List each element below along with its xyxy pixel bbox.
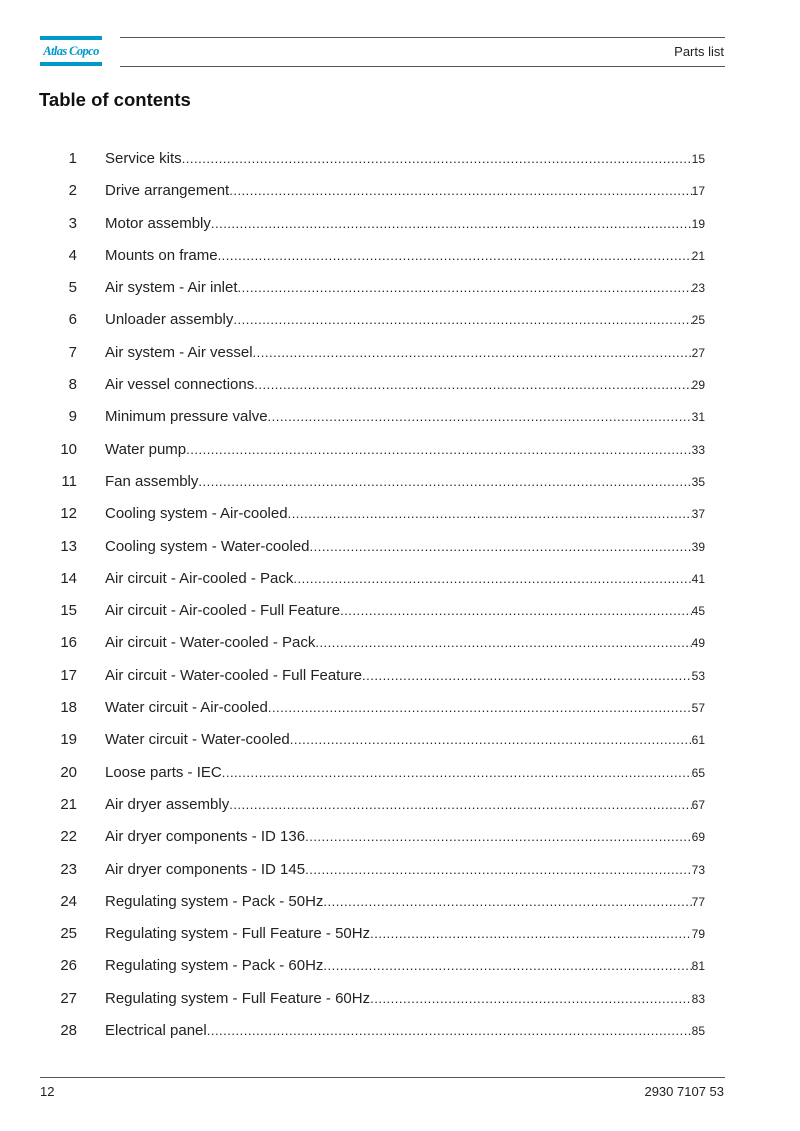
toc-entry-line [105,764,705,781]
toc-entry-title: Air dryer assembly [105,795,230,813]
toc-entry-title: Drive arrangement [105,182,230,200]
toc-entry[interactable] [40,1015,705,1047]
toc-entry-line [105,796,705,813]
toc-entry-page: 35 [691,474,705,489]
toc-entry-line [105,925,705,942]
toc-entry-title: Regulating system - Pack - 50Hz [105,892,324,910]
toc-entry-line [105,893,705,910]
toc-entry-page: 49 [691,636,705,651]
toc-entry-number: 23 [60,860,77,878]
toc-entry[interactable] [40,531,705,563]
toc-entry[interactable] [40,950,705,982]
section-title: Parts list [674,44,724,59]
atlas-copco-logo [40,36,102,66]
toc-entry-page: 81 [691,959,705,974]
toc-entry[interactable] [40,692,705,724]
toc-entry-title: Water circuit - Water-cooled [105,731,290,749]
toc-entry[interactable] [40,918,705,950]
toc-dot-leader [182,151,692,166]
toc-entry-line [105,182,705,199]
toc-dot-leader [290,732,692,747]
header-rule-bottom [120,66,725,67]
toc-entry-number: 4 [68,246,77,264]
toc-dot-leader [370,991,692,1006]
toc-entry-title: Air system - Air vessel [105,343,253,361]
toc-entry-title: Mounts on frame [105,246,218,264]
toc-entry-page: 85 [691,1024,705,1039]
toc-entry-title: Water pump [105,440,187,458]
toc-dot-leader [198,474,691,489]
toc-entry-line [105,408,705,425]
logo-bar-bottom [40,62,102,66]
toc-entry-line [105,215,705,232]
toc-entry-page: 79 [691,927,705,942]
toc-entry-page: 39 [691,539,705,554]
page-title: Table of contents [39,89,191,110]
toc-entry-title: Regulating system - Pack - 60Hz [105,957,324,975]
toc-entry-line [105,602,705,619]
toc-entry-title: Electrical panel [105,1022,207,1040]
toc-entry-title: Water circuit - Air-cooled [105,699,268,717]
toc-entry-page: 57 [691,701,705,716]
toc-dot-leader [238,280,692,295]
toc-entry-number: 7 [68,343,77,361]
toc-entry[interactable] [40,272,705,304]
toc-entry[interactable] [40,401,705,433]
toc-entry-number: 17 [60,666,77,684]
toc-dot-leader [253,345,692,360]
toc-entry-number: 10 [60,440,77,458]
toc-entry-number: 15 [60,602,77,620]
toc-entry-page: 25 [691,313,705,328]
toc-entry-line [105,828,705,845]
toc-dot-leader [305,862,692,877]
toc-entry-number: 8 [68,376,77,394]
toc-entry-number: 16 [60,634,77,652]
toc-entry-number: 26 [60,957,77,975]
toc-entry-title: Minimum pressure valve [105,408,268,426]
toc-entry-line [105,247,705,264]
toc-dot-leader [211,216,692,231]
toc-entry-page: 69 [691,830,705,845]
toc-entry-page: 65 [691,765,705,780]
toc-entry-page: 23 [691,281,705,296]
toc-entry-number: 25 [60,925,77,943]
toc-dot-leader [362,668,692,683]
toc-dot-leader [254,377,691,392]
toc-entry[interactable] [40,757,705,789]
toc-entry-page: 37 [691,507,705,522]
toc-entry-number: 2 [68,182,77,200]
toc-entry-title: Regulating system - Full Feature - 50Hz [105,925,371,943]
toc-entry-page: 77 [691,894,705,909]
logo-wordmark: Atlas Copco [43,44,99,58]
toc-entry-number: 22 [60,828,77,846]
toc-entry-title: Air circuit - Water-cooled - Pack [105,634,316,652]
toc-entry-number: 6 [68,311,77,329]
toc-dot-leader [207,1023,692,1038]
toc-entry[interactable] [40,434,705,466]
toc-entry-line [105,376,705,393]
toc-entry-line [105,699,705,716]
toc-entry-number: 28 [60,1022,77,1040]
toc-dot-leader [268,700,692,715]
toc-entry[interactable] [40,240,705,272]
toc-entry[interactable] [40,821,705,853]
toc-entry-line [105,505,705,522]
toc-entry[interactable] [40,369,705,401]
toc-entry-title: Air dryer components - ID 145 [105,860,306,878]
toc-entry-line [105,957,705,974]
toc-entry-page: 83 [691,991,705,1006]
toc-entry-title: Motor assembly [105,214,211,232]
toc-entry-page: 73 [691,862,705,877]
toc-entry-line [105,441,705,458]
toc-entry-number: 5 [68,279,77,297]
toc-dot-leader [222,765,692,780]
toc-dot-leader [229,183,691,198]
toc-dot-leader [233,312,691,327]
toc-entry-title: Cooling system - Water-cooled [105,537,310,555]
toc-entry-line [105,731,705,748]
toc-entry-number: 24 [60,892,77,910]
toc-entry-title: Air circuit - Water-cooled - Full Feature [105,666,363,684]
toc-entry-line [105,667,705,684]
footer-doc-number: 2930 7107 53 [644,1084,724,1099]
toc-entry-line [105,1022,705,1039]
toc-entry[interactable] [40,854,705,886]
toc-entry[interactable] [40,143,705,175]
toc-entry-line [105,473,705,490]
toc-entry-page: 15 [691,152,705,166]
toc-entry-number: 3 [68,214,77,232]
toc-entry-number: 18 [60,699,77,717]
toc-dot-leader [323,894,691,909]
toc-entry-number: 1 [68,150,77,167]
toc-dot-leader [293,571,691,586]
toc-entry-page: 61 [691,733,705,748]
toc-entry-line [105,990,705,1007]
toc-dot-leader [218,248,692,263]
toc-entry[interactable] [40,208,705,240]
toc-entry-number: 20 [60,763,77,781]
toc-entry-line [105,538,705,555]
toc-entry-page: 67 [691,797,705,812]
toc-entry-title: Air circuit - Air-cooled - Pack [105,569,294,587]
toc-entry-page: 45 [691,604,705,619]
toc-entry-title: Air circuit - Air-cooled - Full Feature [105,602,341,620]
toc-entry-line [105,344,705,361]
toc-entry-page: 29 [691,378,705,393]
toc-entry-line [105,311,705,328]
toc-entry-line [105,570,705,587]
table-of-contents [40,143,705,1047]
toc-entry[interactable] [40,886,705,918]
toc-dot-leader [229,797,691,812]
toc-entry-number: 21 [60,795,77,813]
toc-entry[interactable] [40,337,705,369]
toc-entry-page: 19 [691,216,705,231]
toc-entry[interactable] [40,304,705,336]
toc-entry-page: 53 [691,668,705,683]
toc-entry[interactable] [40,595,705,627]
toc-entry-page: 41 [691,571,705,586]
toc-entry-title: Regulating system - Full Feature - 60Hz [105,989,371,1007]
toc-entry[interactable] [40,627,705,659]
toc-entry-number: 11 [61,472,77,490]
toc-entry[interactable] [40,724,705,756]
header-rule-top [120,37,725,38]
toc-entry-page: 17 [691,184,705,199]
toc-entry-page: 21 [691,248,705,263]
toc-entry-title: Loose parts - IEC [105,763,222,781]
toc-entry-number: 19 [60,731,77,749]
toc-dot-leader [288,506,692,521]
toc-dot-leader [310,539,692,554]
toc-entry-page: 33 [691,442,705,457]
toc-entry[interactable] [40,466,705,498]
toc-entry-title: Air vessel connections [105,376,255,394]
toc-entry[interactable] [40,498,705,530]
toc-entry-title: Fan assembly [105,472,199,490]
toc-entry-number: 12 [60,505,77,523]
toc-dot-leader [315,635,691,650]
toc-entry-page: 27 [691,345,705,360]
toc-entry-line [105,279,705,296]
toc-entry-title: Air system - Air inlet [105,279,238,297]
toc-entry[interactable] [40,563,705,595]
toc-dot-leader [340,603,692,618]
toc-entry-number: 27 [60,989,77,1007]
toc-entry[interactable] [40,983,705,1015]
footer-page-number: 12 [40,1084,55,1099]
toc-dot-leader [370,926,692,941]
footer-rule [40,1077,725,1078]
toc-dot-leader [268,409,692,424]
toc-entry-number: 13 [60,537,77,555]
toc-entry[interactable] [40,175,705,207]
toc-dot-leader [305,829,692,844]
toc-entry-line [105,150,705,167]
toc-entry-line [105,634,705,651]
toc-entry-title: Service kits [105,150,182,167]
toc-dot-leader [186,442,692,457]
toc-entry-line [105,861,705,878]
logo-bar-top [40,36,102,40]
toc-entry[interactable] [40,789,705,821]
toc-entry-number: 9 [68,408,77,426]
toc-entry-page: 31 [691,410,705,425]
toc-entry[interactable] [40,660,705,692]
toc-entry-title: Air dryer components - ID 136 [105,828,306,846]
toc-entry-title: Cooling system - Air-cooled [105,505,288,523]
toc-entry-number: 14 [60,569,77,587]
toc-entry-title: Unloader assembly [105,311,234,329]
toc-dot-leader [323,958,691,973]
